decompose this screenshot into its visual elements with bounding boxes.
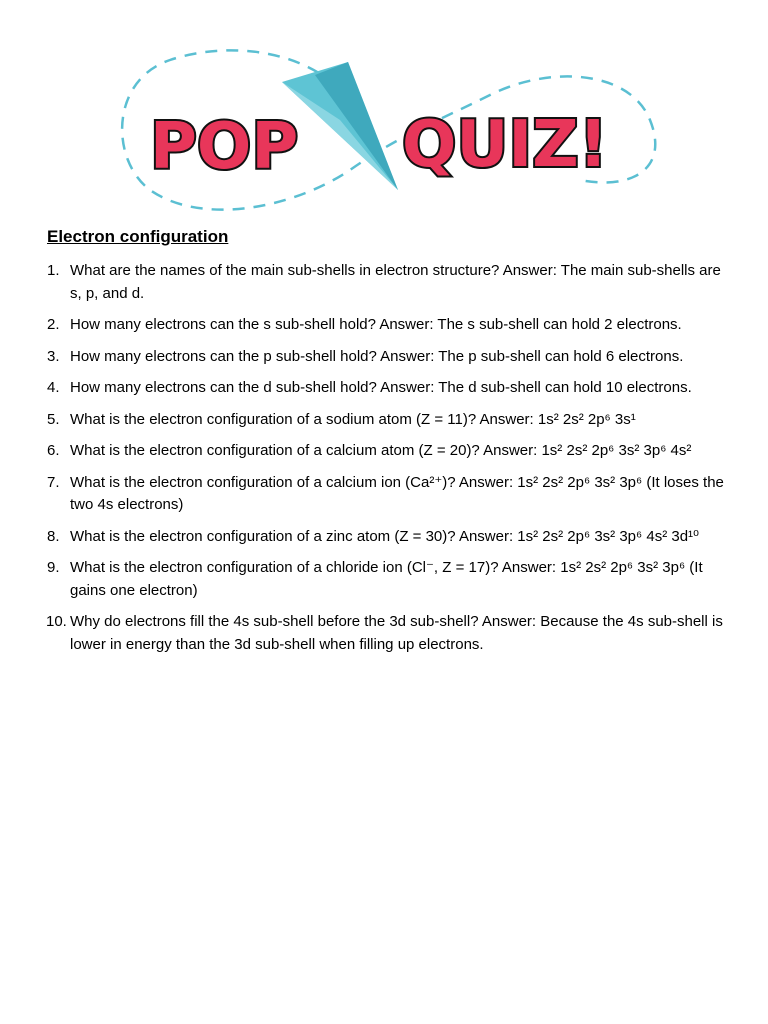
list-item [47, 526, 727, 549]
item-number: 10. [46, 613, 67, 630]
list-item [47, 409, 727, 432]
question-list [47, 260, 727, 656]
item-text: What is the electron configuration of a calcium ion (Ca²⁺)? Answer: 1s² 2s² 2p⁶ 3s² 3p⁶ (It loses the two 4s electrons) [70, 473, 724, 513]
item-number: 3. [47, 347, 60, 365]
list-item [47, 314, 727, 337]
list-item [47, 557, 727, 602]
list-item [47, 440, 727, 463]
list-item [47, 472, 727, 517]
item-text: What is the electron configuration of a chloride ion (Cl⁻, Z = 17)? Answer: 1s² 2s² 2p⁶ 3s² 3p⁶ (It gains one electron) [70, 559, 703, 599]
logo-word-pop: POP [150, 110, 299, 184]
quiz-document [47, 226, 727, 665]
item-text: How many electrons can the s sub-shell hold? Answer: The s sub-shell can hold 2 electrons. [70, 316, 682, 333]
list-item [47, 611, 727, 656]
item-number: 9. [47, 559, 60, 576]
item-text: What is the electron configuration of a calcium atom (Z = 20)? Answer: 1s² 2s² 2p⁶ 3s² 3p⁶ 4s² [70, 442, 692, 459]
pop-quiz-banner [110, 40, 670, 220]
item-text: What is the electron configuration of a sodium atom (Z = 11)? Answer: 1s² 2s² 2p⁶ 3s¹ [70, 410, 636, 428]
list-item [47, 260, 727, 305]
logo-word-quiz: QUIZ! [402, 108, 608, 182]
document-heading: Electron configuration [47, 227, 229, 246]
item-number: 7. [47, 473, 60, 491]
item-number: 4. [47, 379, 60, 396]
paper-plane-icon [282, 62, 398, 190]
item-text: Why do electrons fill the 4s sub-shell before the 3d sub-shell? Answer: Because the 4s sub-shell is lower in energy than the 3d sub-shell when filling up electrons. [70, 613, 723, 653]
item-text: What are the names of the main sub-shells in electron structure? Answer: The main sub-shells are s, p, and d. [70, 262, 721, 302]
list-item [47, 377, 727, 400]
item-text: What is the electron configuration of a zinc atom (Z = 30)? Answer: 1s² 2s² 2p⁶ 3s² 3p⁶ 4s² 3d¹⁰ [70, 527, 700, 545]
item-text: How many electrons can the p sub-shell hold? Answer: The p sub-shell can hold 6 electrons. [70, 347, 684, 365]
item-number: 6. [47, 442, 60, 459]
item-number: 5. [47, 410, 60, 428]
item-number: 1. [47, 262, 60, 279]
item-number: 2. [47, 316, 60, 333]
pop-quiz-logo [110, 40, 670, 220]
item-number: 8. [47, 527, 60, 545]
item-text: How many electrons can the d sub-shell hold? Answer: The d sub-shell can hold 10 electrons. [70, 379, 692, 396]
list-item [47, 346, 727, 369]
